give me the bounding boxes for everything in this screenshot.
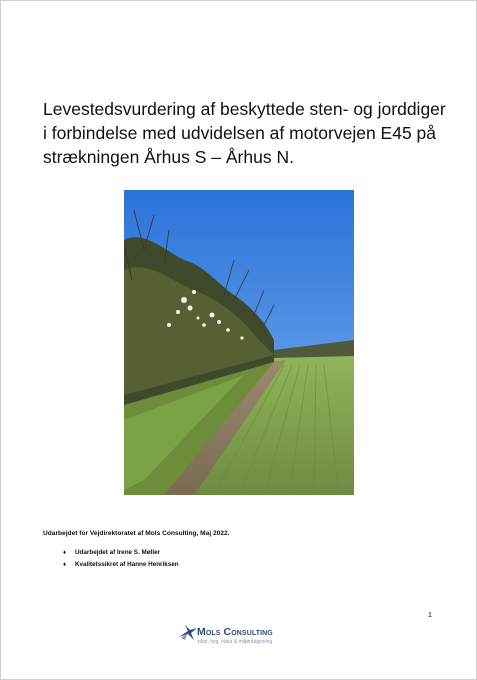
- document-title: Levestedsvurdering af beskyttede sten- og jorddiger i forbindelse med udvidelsen af motorvejen E45 på strækningen Århus S – Århus N.: [43, 99, 446, 167]
- contributor-text: Kvalitetssikret af Hanne Henriksen: [75, 561, 179, 568]
- company-logo: [178, 623, 293, 651]
- logo-tagline: plan, byg, natur & miljørådgivning: [198, 639, 273, 645]
- contributor-item: [63, 559, 179, 571]
- diamond-bullet-icon: ♦: [63, 562, 67, 568]
- cover-photo: [124, 190, 354, 495]
- bird-logo-icon: [178, 623, 198, 643]
- contributor-item: [63, 547, 179, 559]
- logo-company-name: Mols Consulting: [197, 626, 273, 638]
- contributor-list: [63, 547, 179, 571]
- contributor-text: Udarbejdet af Irene S. Møller: [75, 549, 161, 556]
- diamond-bullet-icon: ♦: [63, 550, 67, 556]
- page-number: 1: [428, 612, 432, 619]
- prepared-by-statement: Udarbejdet for Vejdirektoratet af Mols Consulting, Maj 2022.: [43, 530, 230, 537]
